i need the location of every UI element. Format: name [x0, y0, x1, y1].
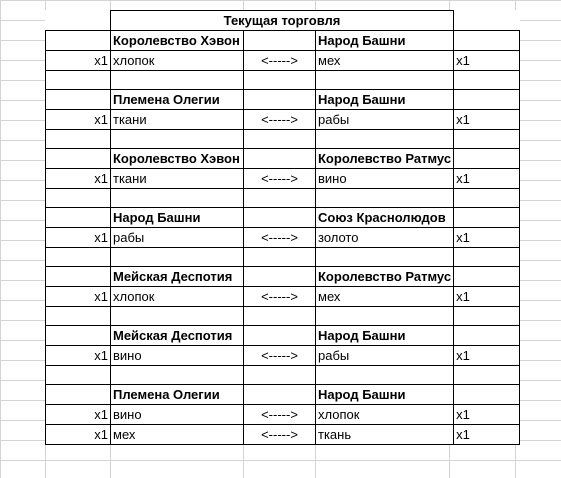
empty-cell[interactable]	[111, 366, 244, 385]
empty-cell[interactable]	[316, 71, 454, 90]
right-party-cell[interactable]: Королевство Ратмус	[316, 149, 454, 169]
empty-cell[interactable]	[454, 208, 520, 228]
right-good-cell[interactable]: золото	[316, 228, 454, 248]
right-party-cell[interactable]: Союз Краснолюдов	[316, 208, 454, 228]
empty-cell[interactable]	[244, 71, 316, 90]
empty-cell[interactable]	[111, 307, 244, 326]
left-party-cell[interactable]: Королевство Хэвон	[111, 31, 244, 51]
empty-cell[interactable]	[244, 307, 316, 326]
spacer-row	[46, 248, 520, 267]
empty-cell[interactable]	[46, 307, 111, 326]
empty-cell[interactable]	[244, 149, 316, 169]
empty-cell[interactable]	[316, 130, 454, 149]
empty-cell[interactable]	[316, 366, 454, 385]
empty-cell[interactable]	[454, 71, 520, 90]
empty-cell[interactable]	[454, 307, 520, 326]
trade-header-row	[46, 267, 520, 287]
right-quantity-cell[interactable]: x1	[454, 425, 520, 445]
empty-cell[interactable]	[316, 307, 454, 326]
empty-cell[interactable]	[111, 71, 244, 90]
trade-goods-row	[46, 110, 520, 130]
empty-cell[interactable]	[244, 366, 316, 385]
trade-header-row	[46, 149, 520, 169]
left-good-cell[interactable]: хлопок	[111, 51, 244, 71]
empty-cell[interactable]	[244, 189, 316, 208]
exchange-arrow-cell[interactable]: <----->	[244, 228, 316, 248]
right-quantity-cell[interactable]: x1	[454, 110, 520, 130]
left-quantity-cell[interactable]: x1	[46, 110, 111, 130]
empty-cell[interactable]	[244, 267, 316, 287]
left-quantity-cell[interactable]: x1	[46, 51, 111, 71]
left-good-cell[interactable]: мех	[111, 425, 244, 445]
left-quantity-cell[interactable]: x1	[46, 425, 111, 445]
empty-cell[interactable]	[111, 248, 244, 267]
empty-cell[interactable]	[46, 385, 111, 405]
empty-cell[interactable]	[454, 385, 520, 405]
right-good-cell[interactable]: мех	[316, 287, 454, 307]
empty-cell[interactable]	[46, 326, 111, 346]
left-quantity-cell[interactable]: x1	[46, 405, 111, 425]
title-row	[46, 11, 520, 31]
exchange-arrow-cell[interactable]: <----->	[244, 405, 316, 425]
right-good-cell[interactable]: рабы	[316, 346, 454, 366]
left-party-cell[interactable]: Мейская Деспотия	[111, 267, 244, 287]
trade-goods-row	[46, 287, 520, 307]
left-good-cell[interactable]: ткани	[111, 169, 244, 189]
empty-cell[interactable]	[454, 326, 520, 346]
empty-cell[interactable]	[111, 189, 244, 208]
trade-goods-row	[46, 169, 520, 189]
empty-cell[interactable]	[316, 189, 454, 208]
spacer-row	[46, 366, 520, 385]
trade-header-row	[46, 31, 520, 51]
trade-header-row	[46, 208, 520, 228]
spacer-row	[46, 307, 520, 326]
left-quantity-cell[interactable]: x1	[46, 287, 111, 307]
right-quantity-cell[interactable]: x1	[454, 405, 520, 425]
left-good-cell[interactable]: рабы	[111, 228, 244, 248]
right-quantity-cell[interactable]: x1	[454, 228, 520, 248]
left-party-cell[interactable]: Мейская Деспотия	[111, 326, 244, 346]
empty-cell[interactable]	[244, 208, 316, 228]
spacer-row	[46, 189, 520, 208]
empty-cell[interactable]	[46, 366, 111, 385]
empty-cell[interactable]	[454, 90, 520, 110]
left-good-cell[interactable]: вино	[111, 405, 244, 425]
right-good-cell[interactable]: вино	[316, 169, 454, 189]
empty-cell[interactable]	[46, 267, 111, 287]
exchange-arrow-cell[interactable]: <----->	[244, 425, 316, 445]
left-party-cell[interactable]: Племена Олегии	[111, 90, 244, 110]
empty-cell[interactable]	[46, 149, 111, 169]
exchange-arrow-cell[interactable]: <----->	[244, 51, 316, 71]
empty-cell[interactable]	[46, 11, 111, 31]
empty-cell[interactable]	[454, 189, 520, 208]
empty-cell[interactable]	[244, 248, 316, 267]
right-good-cell[interactable]: мех	[316, 51, 454, 71]
left-quantity-cell[interactable]: x1	[46, 346, 111, 366]
empty-cell[interactable]	[46, 130, 111, 149]
spacer-row	[46, 130, 520, 149]
right-party-cell[interactable]: Народ Башни	[316, 31, 454, 51]
empty-cell[interactable]	[244, 326, 316, 346]
empty-cell[interactable]	[46, 90, 111, 110]
empty-cell[interactable]	[46, 248, 111, 267]
empty-cell[interactable]	[454, 366, 520, 385]
empty-cell[interactable]	[454, 149, 520, 169]
right-party-cell[interactable]: Народ Башни	[316, 326, 454, 346]
empty-cell[interactable]	[316, 248, 454, 267]
left-good-cell[interactable]: хлопок	[111, 287, 244, 307]
empty-cell[interactable]	[46, 208, 111, 228]
left-quantity-cell[interactable]: x1	[46, 169, 111, 189]
trade-goods-row	[46, 425, 520, 445]
empty-cell[interactable]	[46, 31, 111, 51]
trade-goods-row	[46, 405, 520, 425]
empty-cell[interactable]	[244, 385, 316, 405]
left-good-cell[interactable]: ткани	[111, 110, 244, 130]
right-party-cell[interactable]: Народ Башни	[316, 385, 454, 405]
right-quantity-cell[interactable]: x1	[454, 51, 520, 71]
empty-cell[interactable]	[244, 31, 316, 51]
right-good-cell[interactable]: рабы	[316, 110, 454, 130]
trade-header-row	[46, 385, 520, 405]
exchange-arrow-cell[interactable]: <----->	[244, 287, 316, 307]
empty-cell[interactable]	[244, 130, 316, 149]
empty-cell[interactable]	[454, 267, 520, 287]
empty-cell[interactable]	[454, 31, 520, 51]
sheet-title[interactable]: Текущая торговля	[111, 11, 454, 31]
left-party-cell[interactable]: Народ Башни	[111, 208, 244, 228]
right-quantity-cell[interactable]: x1	[454, 346, 520, 366]
empty-cell[interactable]	[46, 189, 111, 208]
trade-goods-row	[46, 346, 520, 366]
empty-cell[interactable]	[244, 90, 316, 110]
left-party-cell[interactable]: Королевство Хэвон	[111, 149, 244, 169]
right-good-cell[interactable]: ткань	[316, 425, 454, 445]
trade-table	[45, 10, 520, 445]
exchange-arrow-cell[interactable]: <----->	[244, 110, 316, 130]
left-good-cell[interactable]: вино	[111, 346, 244, 366]
left-party-cell[interactable]: Племена Олегии	[111, 385, 244, 405]
right-quantity-cell[interactable]: x1	[454, 169, 520, 189]
empty-cell[interactable]	[111, 130, 244, 149]
empty-cell[interactable]	[454, 248, 520, 267]
spacer-row	[46, 71, 520, 90]
trade-header-row	[46, 90, 520, 110]
empty-cell[interactable]	[46, 71, 111, 90]
right-party-cell[interactable]: Королевство Ратмус	[316, 267, 454, 287]
trade-goods-row	[46, 51, 520, 71]
right-quantity-cell[interactable]: x1	[454, 287, 520, 307]
right-good-cell[interactable]: хлопок	[316, 405, 454, 425]
right-party-cell[interactable]: Народ Башни	[316, 90, 454, 110]
trade-header-row	[46, 326, 520, 346]
left-quantity-cell[interactable]: x1	[46, 228, 111, 248]
exchange-arrow-cell[interactable]: <----->	[244, 346, 316, 366]
empty-cell[interactable]	[454, 130, 520, 149]
trade-goods-row	[46, 228, 520, 248]
exchange-arrow-cell[interactable]: <----->	[244, 169, 316, 189]
empty-cell[interactable]	[454, 11, 520, 31]
